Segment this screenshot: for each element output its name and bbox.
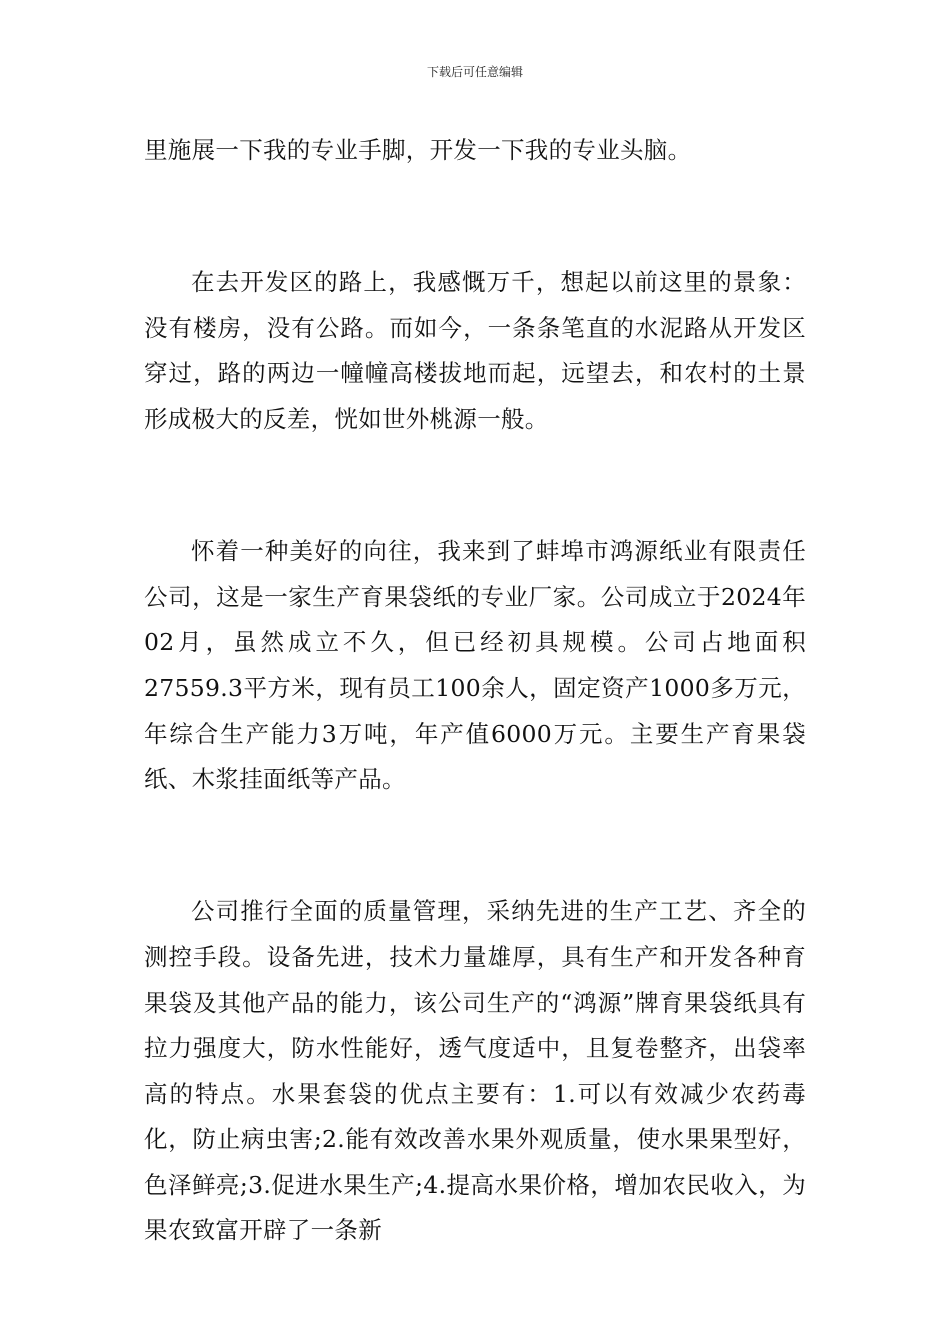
- paragraph-spacer: [144, 488, 806, 529]
- paragraph-spacer: [144, 443, 806, 489]
- document-body: [144, 128, 806, 1254]
- paragraph-spacer: [144, 803, 806, 849]
- paragraph-spacer: [144, 848, 806, 889]
- page-header: 下载后可任意编辑: [426, 65, 523, 79]
- paragraph-4: 公司推行全面的质量管理，采纳先进的生产工艺、齐全的测控手段。设备先进，技术力量雄厚，具有生产和开发各种育果袋及其他产品的能力，该公司生产的“鸿源”牌育果袋纸具有拉力强度大，防水性能好，透气度适中，且复卷整齐，出袋率高的特点。水果套袋的优点主要有：1.可以有效减少农药毒化，防止病虫害;2.能有效改善水果外观质量，使水果果型好，色泽鲜亮;3.促进水果生产;4.提高水果价格，增加农民收入，为果农致富开辟了一条新: [144, 897, 806, 1245]
- paragraph-1: 里施展一下我的专业手脚，开发一下我的专业头脑。: [144, 136, 692, 164]
- paragraph-spacer: [144, 174, 806, 220]
- paragraph-spacer: [144, 219, 806, 260]
- paragraph-3: 怀着一种美好的向往，我来到了蚌埠市鸿源纸业有限责任公司，这是一家生产育果袋纸的专业厂家。公司成立于2024年02月，虽然成立不久，但已经初具规模。公司占地面积27559.3平方米，现有员工100余人，固定资产1000多万元，年综合生产能力3万吨，年产值6000万元。主要生产育果袋纸、木浆挂面纸等产品。: [144, 537, 806, 794]
- paragraph-2: 在去开发区的路上，我感慨万千，想起以前这里的景象：没有楼房，没有公路。而如今，一条条笔直的水泥路从开发区穿过，路的两边一幢幢高楼拔地而起，远望去，和农村的土景形成极大的反差，恍如世外桃源一般。: [144, 268, 806, 433]
